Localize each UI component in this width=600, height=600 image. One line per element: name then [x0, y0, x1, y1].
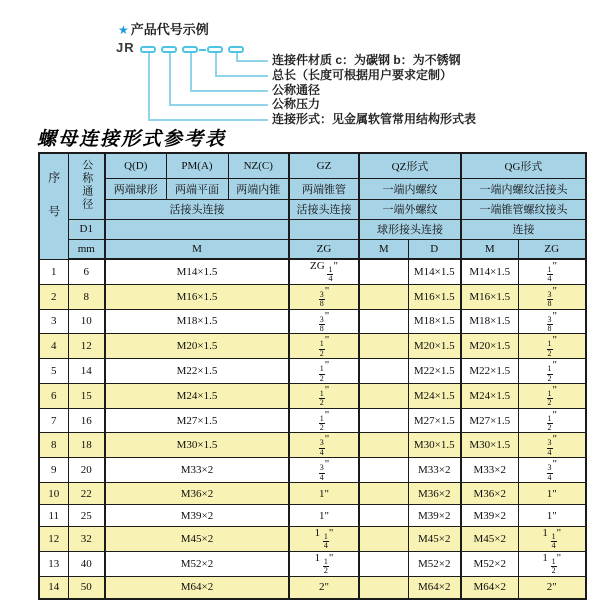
header-qz-connection: 球形接头连接	[359, 219, 461, 239]
header-desc-qd: 两端球形	[105, 178, 166, 199]
connector-line	[169, 104, 268, 106]
table-cell: 14	[39, 576, 68, 599]
table-cell: 50	[68, 576, 105, 599]
table-cell: M18×1.5	[408, 309, 461, 334]
table-cell: M45×2	[105, 527, 289, 552]
connector-line	[215, 75, 268, 77]
table-cell: 16	[68, 408, 105, 433]
diagram-label-diameter: 公称通径	[272, 83, 321, 97]
header-unit-zg1: ZG	[289, 239, 359, 259]
table-cell	[359, 383, 408, 408]
table-cell: M30×1.5	[408, 433, 461, 458]
table-cell: M33×2	[105, 458, 289, 483]
header-desc-qg: 一端内螺纹活接头	[461, 178, 586, 199]
table-cell: $\frac{1}{4}$ "	[518, 259, 586, 284]
table-cell: M52×2	[105, 551, 289, 576]
table-cell: 1"	[518, 483, 586, 505]
table-cell: M20×1.5	[461, 334, 518, 359]
table-cell: M20×1.5	[105, 334, 289, 359]
header-form-qg: QG形式	[461, 153, 586, 178]
table-row	[39, 383, 586, 408]
header-unit-d: D	[408, 239, 461, 259]
table-cell: 18	[68, 433, 105, 458]
table-cell: 25	[68, 505, 105, 527]
table-cell: $\frac{3}{8}$ "	[518, 309, 586, 334]
table-cell: M16×1.5	[408, 284, 461, 309]
table-cell: 1"	[289, 483, 359, 505]
table-cell: 9	[39, 458, 68, 483]
table-cell: M24×1.5	[105, 383, 289, 408]
header-dn	[68, 153, 105, 219]
product-code-heading-text: 产品代号示例	[130, 22, 209, 37]
header-desc-gz: 两端锥管	[289, 178, 359, 199]
header-union-connection: 活接头连接	[105, 199, 289, 219]
table-cell: M20×1.5	[408, 334, 461, 359]
header-unit-m2: M	[359, 239, 408, 259]
table-row	[39, 259, 586, 284]
table-cell: 14	[68, 359, 105, 384]
table-cell: 4	[39, 334, 68, 359]
header-empty-m	[105, 219, 289, 239]
header-form-gz: GZ	[289, 153, 359, 178]
table-cell: 12	[39, 527, 68, 552]
table-cell: ZG $\frac{1}{4}$ "	[289, 259, 359, 284]
table-cell: 10	[68, 309, 105, 334]
table-cell: M27×1.5	[105, 408, 289, 433]
table-cell: M64×2	[408, 576, 461, 599]
code-segment-box-2	[161, 46, 177, 53]
table-row	[39, 334, 586, 359]
table-cell: $\frac{1}{2}$ "	[289, 334, 359, 359]
connector-line	[169, 53, 171, 105]
header-desc-qz: 一端内螺纹	[359, 178, 461, 199]
table-row	[39, 576, 586, 599]
connector-line	[148, 119, 268, 121]
table-cell: M16×1.5	[461, 284, 518, 309]
table-cell: M36×2	[408, 483, 461, 505]
code-segment-box-1	[140, 46, 156, 53]
table-row	[39, 359, 586, 384]
table-row	[39, 433, 586, 458]
table-cell: $\frac{3}{4}$ "	[289, 458, 359, 483]
table-cell: 15	[68, 383, 105, 408]
table-cell: 2	[39, 284, 68, 309]
table-cell: 2"	[289, 576, 359, 599]
table-cell: M14×1.5	[105, 259, 289, 284]
table-cell: 1"	[289, 505, 359, 527]
table-cell: 2"	[518, 576, 586, 599]
code-segment-box-4	[207, 46, 223, 53]
table-row	[39, 458, 586, 483]
table-cell: M22×1.5	[408, 359, 461, 384]
code-dash	[199, 49, 206, 51]
table-cell: 1 $\frac{1}{2}$ "	[518, 551, 586, 576]
table-cell	[359, 551, 408, 576]
table-cell: M24×1.5	[461, 383, 518, 408]
table-cell: $\frac{1}{2}$ "	[289, 383, 359, 408]
header-unit-m3: M	[461, 239, 518, 259]
header-qg-desc2: 一端锥管螺纹接头	[461, 199, 586, 219]
table-cell: 6	[39, 383, 68, 408]
table-cell	[359, 505, 408, 527]
table-cell	[359, 576, 408, 599]
table-cell: 20	[68, 458, 105, 483]
connector-line	[190, 90, 268, 92]
header-seq	[39, 153, 68, 259]
table-cell: M39×2	[105, 505, 289, 527]
table-cell	[359, 433, 408, 458]
table-cell: 13	[39, 551, 68, 576]
table-cell: $\frac{1}{2}$ "	[289, 359, 359, 384]
diagram-label-length: 总长（长度可根据用户要求定制）	[272, 68, 453, 82]
table-cell: 8	[39, 433, 68, 458]
table-cell	[359, 458, 408, 483]
table-cell: M45×2	[408, 527, 461, 552]
table-cell: M14×1.5	[408, 259, 461, 284]
table-row	[39, 505, 586, 527]
table-cell: 8	[68, 284, 105, 309]
diagram-label-material: 连接件材质 c：为碳钢 b：为不锈钢	[272, 53, 461, 67]
connector-line	[148, 53, 150, 120]
table-cell: M22×1.5	[105, 359, 289, 384]
header-desc-nzc: 两端内锥	[228, 178, 289, 199]
table-cell: M45×2	[461, 527, 518, 552]
header-unit-m1: M	[105, 239, 289, 259]
header-gz-connection: 活接头连接	[289, 199, 359, 219]
table-cell	[359, 408, 408, 433]
header-qz-desc2: 一端外螺纹	[359, 199, 461, 219]
table-cell: M18×1.5	[105, 309, 289, 334]
table-cell: M33×2	[461, 458, 518, 483]
table-cell: $\frac{3}{4}$ "	[518, 433, 586, 458]
table-cell: 1	[39, 259, 68, 284]
header-unit-zg2: ZG	[518, 239, 586, 259]
table-cell: 22	[68, 483, 105, 505]
table-row	[39, 551, 586, 576]
product-code-prefix: JR	[116, 40, 135, 55]
table-cell: 1 $\frac{1}{4}$ "	[518, 527, 586, 552]
code-segment-box-3	[182, 46, 198, 53]
table-cell: 7	[39, 408, 68, 433]
table-cell: M39×2	[461, 505, 518, 527]
table-body	[39, 259, 586, 599]
table-cell: M18×1.5	[461, 309, 518, 334]
table-cell	[359, 284, 408, 309]
table-cell: 1"	[518, 505, 586, 527]
connector-line	[236, 60, 268, 62]
header-form-pma: PM(A)	[166, 153, 228, 178]
table-title: 螺母连接形式参考表	[37, 129, 227, 150]
table-cell: 40	[68, 551, 105, 576]
table-cell: M30×1.5	[105, 433, 289, 458]
header-empty-gz	[289, 219, 359, 239]
table-row	[39, 284, 586, 309]
table-cell: M22×1.5	[461, 359, 518, 384]
table-cell: M39×2	[408, 505, 461, 527]
table-row	[39, 309, 586, 334]
table-cell: M30×1.5	[461, 433, 518, 458]
table-cell: 6	[68, 259, 105, 284]
header-seq-text: 序号	[46, 170, 61, 239]
table-row	[39, 483, 586, 505]
header-qg-connection: 连接	[461, 219, 586, 239]
table-cell: $\frac{1}{2}$ "	[518, 359, 586, 384]
header-dn-text: 公称通径	[80, 158, 93, 211]
nut-connection-table	[38, 152, 587, 600]
table-cell: $\frac{1}{2}$ "	[518, 383, 586, 408]
table-cell: $\frac{1}{2}$ "	[289, 408, 359, 433]
table-cell: $\frac{3}{4}$ "	[518, 458, 586, 483]
table-cell: $\frac{3}{4}$ "	[289, 433, 359, 458]
table-cell: 5	[39, 359, 68, 384]
table-cell	[359, 483, 408, 505]
table-cell	[359, 334, 408, 359]
table-row	[39, 408, 586, 433]
product-code-heading	[118, 19, 209, 38]
header-form-nzc: NZ(C)	[228, 153, 289, 178]
connector-line	[215, 53, 217, 76]
table-cell	[359, 527, 408, 552]
table-cell: M27×1.5	[408, 408, 461, 433]
table-cell: M36×2	[461, 483, 518, 505]
header-d1: D1	[68, 219, 105, 239]
table-cell: M14×1.5	[461, 259, 518, 284]
table-cell: 32	[68, 527, 105, 552]
table-cell: 3	[39, 309, 68, 334]
code-segment-box-5	[228, 46, 244, 53]
table-cell: $\frac{1}{2}$ "	[518, 408, 586, 433]
table-cell: $\frac{3}{8}$ "	[289, 284, 359, 309]
table-cell: 11	[39, 505, 68, 527]
table-cell: $\frac{3}{8}$ "	[518, 284, 586, 309]
diagram-label-connection: 连接形式：见金属软管常用结构形式表	[272, 112, 477, 126]
header-unit-mm: mm	[68, 239, 105, 259]
table-cell: M33×2	[408, 458, 461, 483]
table-cell: M64×2	[461, 576, 518, 599]
table-cell	[359, 309, 408, 334]
table-cell: M52×2	[408, 551, 461, 576]
table-cell	[359, 259, 408, 284]
table-cell: M24×1.5	[408, 383, 461, 408]
header-form-qd: Q(D)	[105, 153, 166, 178]
table-cell: M27×1.5	[461, 408, 518, 433]
table-cell: M16×1.5	[105, 284, 289, 309]
table-cell: $\frac{1}{2}$ "	[518, 334, 586, 359]
table-cell: 10	[39, 483, 68, 505]
header-form-qz: QZ形式	[359, 153, 461, 178]
table-cell: M36×2	[105, 483, 289, 505]
table-cell: 1 $\frac{1}{4}$ "	[289, 527, 359, 552]
table-cell	[359, 359, 408, 384]
table-cell: $\frac{3}{8}$ "	[289, 309, 359, 334]
table-cell: 12	[68, 334, 105, 359]
table-cell: 1 $\frac{1}{2}$ "	[289, 551, 359, 576]
table-row	[39, 527, 586, 552]
header-desc-pma: 两端平面	[166, 178, 228, 199]
connector-line	[190, 53, 192, 91]
table-cell: M64×2	[105, 576, 289, 599]
diagram-label-pressure: 公称压力	[272, 97, 321, 111]
table-cell: M52×2	[461, 551, 518, 576]
star-icon: ★	[118, 23, 129, 37]
